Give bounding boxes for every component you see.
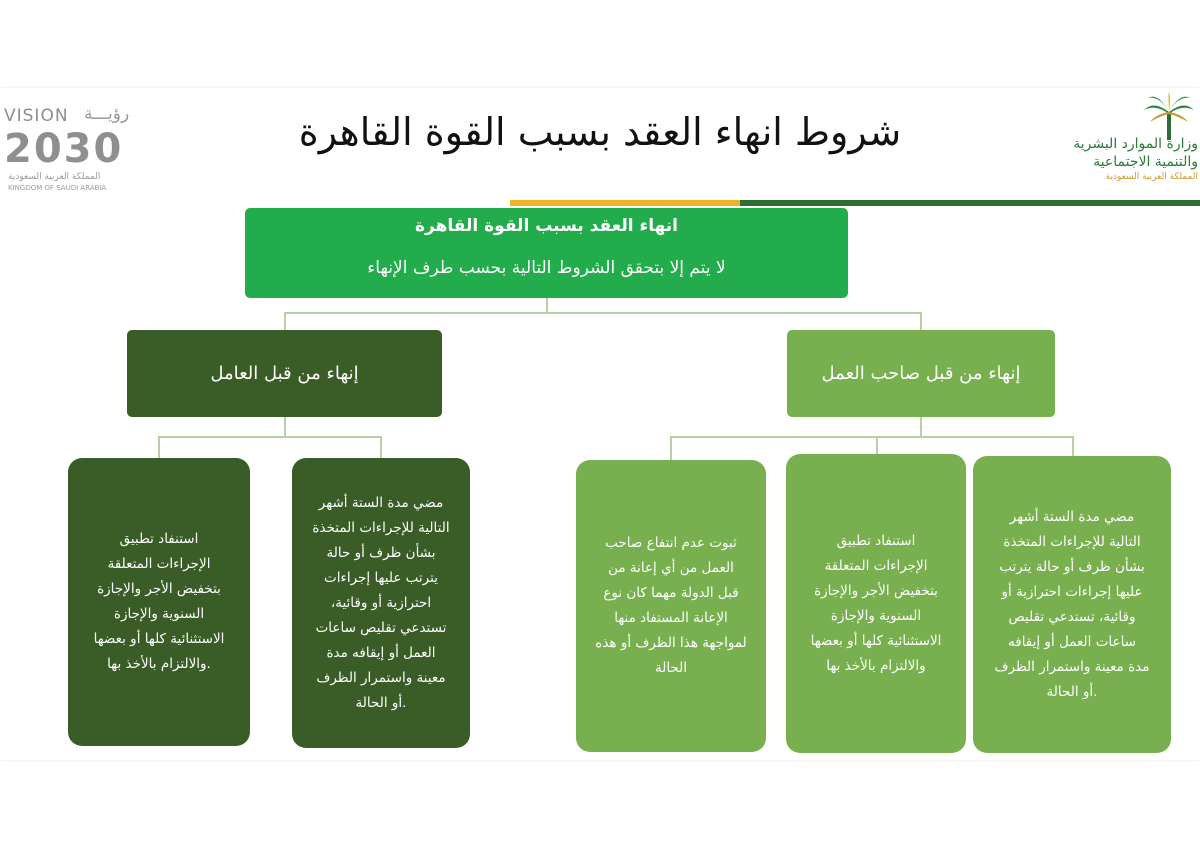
palm-tree-icon <box>1142 92 1196 142</box>
worker-node <box>127 330 442 417</box>
ministry-name-line1: وزارة الموارد البشرية <box>1073 136 1198 152</box>
worker-condition-2-text: استنفاد تطبيق الإجراءات المتعلقة بتخفيض الأجر والإجازة السنوية والإجازة الاستثنائية كلها أو بعضها .والالتزام بالأخذ بها <box>93 531 225 672</box>
ministry-country: المملكة العربية السعودية <box>1105 172 1198 182</box>
vision-arabic-word: رؤيـــة <box>84 104 130 124</box>
connector <box>670 436 1074 438</box>
connector <box>158 436 382 438</box>
title-rule-green <box>740 200 1200 206</box>
worker-condition-1-text: مضي مدة الستة أشهر التالية للإجراءات المتخذة بشأن ظرف أو حالة يترتب عليها إجراءات احترازية أو وقائية، تستدعي تقليص ساعات العمل أو إيقافه مدة معينة واستمرار الظرف .أو الحالة <box>312 494 450 711</box>
title-rule-gold <box>510 200 740 206</box>
page-title: شروط انهاء العقد بسبب القوة القاهرة <box>298 110 902 154</box>
employer-condition-3-text: ثبوت عدم انتفاع صاحب العمل من أي إعانة من قبل الدولة مهما كان نوع الإعانة المستفاد منها لمواجهة هذا الظرف أو هذه الحالة <box>595 535 747 676</box>
employer-condition-3 <box>576 460 766 752</box>
vision-2030-logo <box>4 104 134 190</box>
connector <box>876 436 878 454</box>
worker-condition-1 <box>292 458 470 748</box>
employer-condition-1 <box>973 456 1171 753</box>
connector <box>670 436 672 460</box>
vision-kingdom-english: KINGDOM OF SAUDI ARABIA <box>8 184 107 192</box>
connector <box>284 312 922 314</box>
worker-condition-2 <box>68 458 250 746</box>
connector <box>284 417 286 437</box>
employer-node-label: إنهاء من قبل صاحب العمل <box>821 363 1021 384</box>
connector <box>1072 436 1074 456</box>
root-heading: انهاء العقد بسبب القوة القاهرة <box>414 216 679 236</box>
connector <box>920 312 922 330</box>
connector <box>546 298 548 312</box>
ministry-name-line2: والتنمية الاجتماعية <box>1093 154 1198 170</box>
ministry-logo <box>1030 92 1198 192</box>
connector <box>158 436 160 458</box>
vision-word: VISION <box>4 106 69 126</box>
employer-node <box>787 330 1055 417</box>
vision-kingdom-arabic: المملكة العربية السعودية <box>8 172 101 182</box>
worker-node-label: إنهاء من قبل العامل <box>210 363 359 384</box>
employer-condition-2 <box>786 454 966 753</box>
vision-number: 2030 <box>4 126 124 172</box>
employer-condition-1-text: مضي مدة الستة أشهر التالية للإجراءات المتخذة بشأن ظرف أو حالة يترتب عليها إجراءات احترازية أو وقائية، تستدعي تقليص ساعات العمل أو إيقافه مدة معينة واستمرار الظرف .أو الحالة <box>994 508 1150 700</box>
root-node <box>245 208 848 298</box>
connector <box>920 417 922 437</box>
connector <box>380 436 382 458</box>
root-subtitle: لا يتم إلا بتحقق الشروط التالية بحسب طرف الإنهاء <box>367 258 726 278</box>
employer-condition-2-text: استنفاد تطبيق الإجراءات المتعلقة بتخفيض الأجر والإجازة السنوية والإجازة الاستثنائية كلها أو بعضها والالتزام بالأخذ بها <box>810 532 942 674</box>
connector <box>284 312 286 330</box>
